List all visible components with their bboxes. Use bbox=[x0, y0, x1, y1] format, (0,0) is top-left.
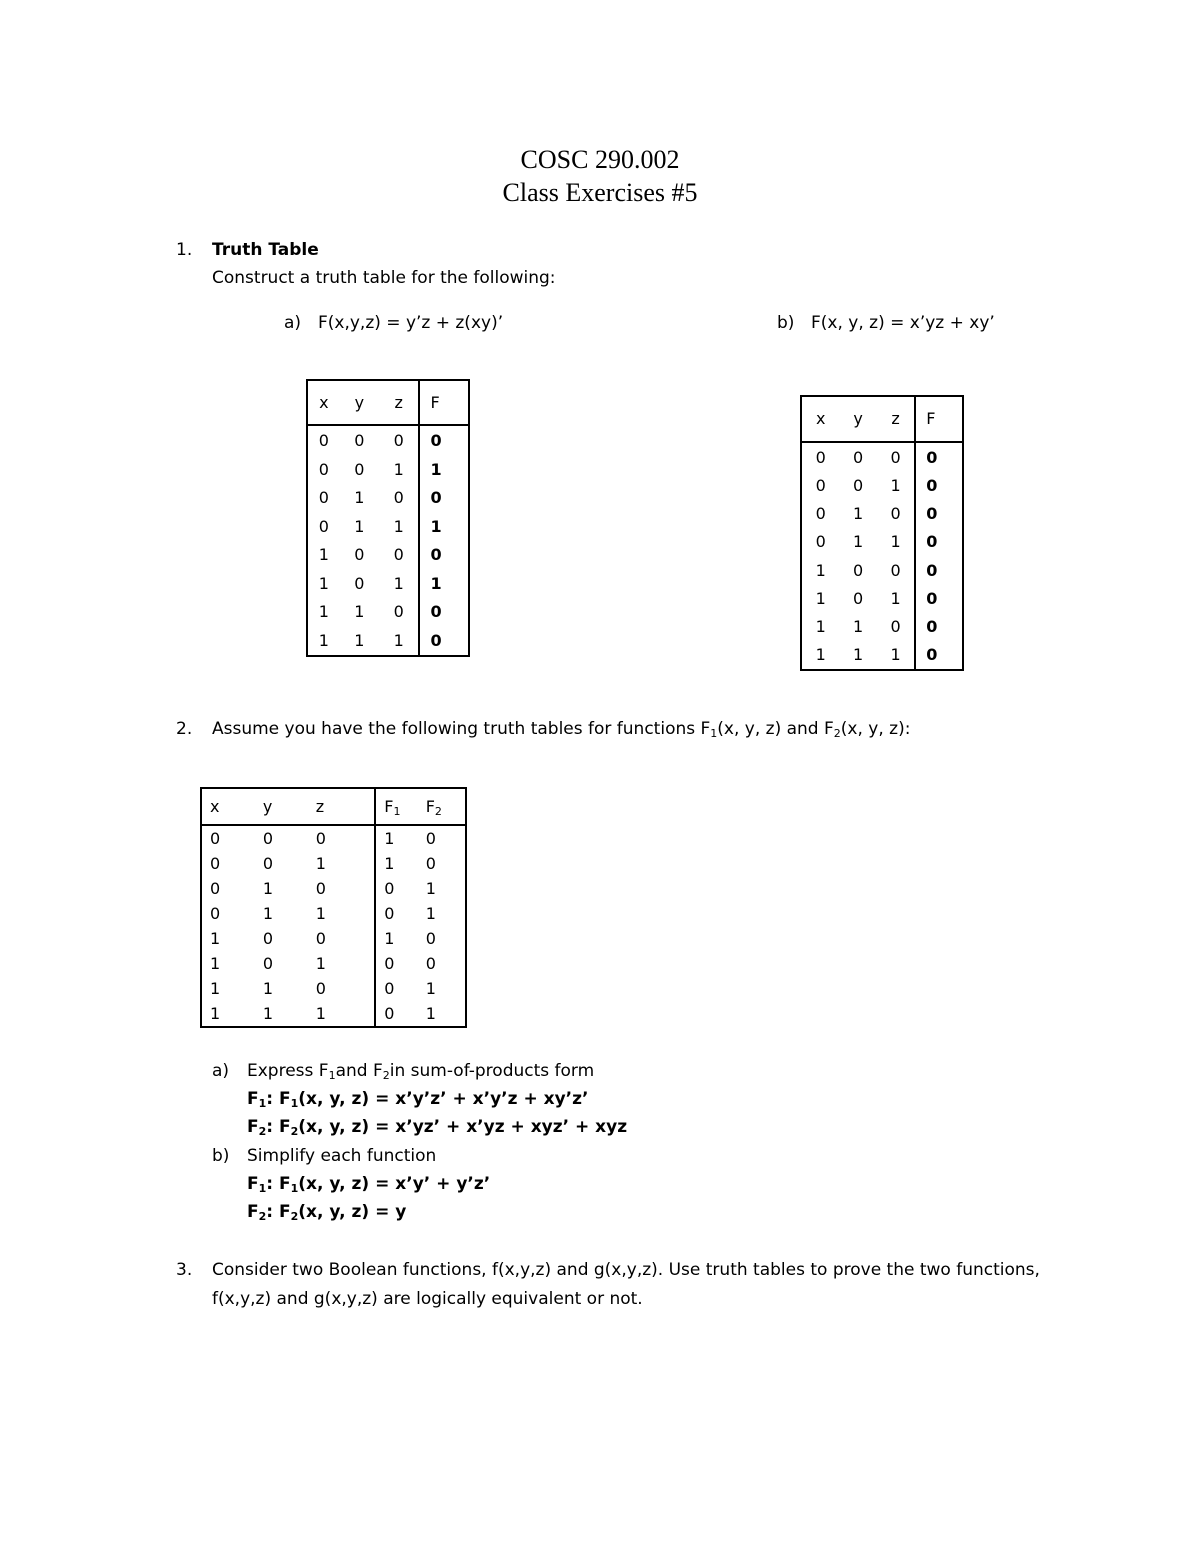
table-row bbox=[201, 901, 466, 926]
q1a-label: a) bbox=[284, 313, 302, 333]
table-cell: 1 bbox=[262, 1003, 274, 1023]
table-cell: 0 bbox=[915, 612, 963, 640]
q2a-f2-answer: $F_2$: $F_2(x$, y, z) = x’yz’ + x’yz + xyz’ + xyz bbox=[247, 1117, 628, 1138]
table-row bbox=[801, 528, 963, 556]
table-row bbox=[801, 640, 963, 670]
table-cell: 0 bbox=[915, 442, 963, 472]
table-cell: 0 bbox=[915, 472, 963, 500]
q1-number: 1. bbox=[176, 240, 193, 260]
table-row bbox=[307, 569, 469, 598]
q2-prompt bbox=[212, 721, 910, 738]
table-row bbox=[307, 598, 469, 627]
table-cell: 1 bbox=[315, 903, 326, 923]
header-cell: y bbox=[839, 396, 876, 442]
table-header-row bbox=[307, 380, 469, 425]
table-cell: 0 bbox=[375, 951, 417, 976]
q2a-label: a) bbox=[212, 1061, 230, 1081]
table-cell: 1 bbox=[890, 645, 901, 665]
table-cell: 1 bbox=[354, 516, 365, 536]
table-cell: 0 bbox=[375, 1001, 417, 1027]
table-cell: 0 bbox=[393, 602, 404, 622]
table-row bbox=[307, 425, 469, 455]
table-cell: 0 bbox=[890, 504, 901, 524]
table-cell: 1 bbox=[318, 631, 329, 650]
table-cell: 1 bbox=[853, 504, 864, 524]
table-cell: 0 bbox=[425, 828, 436, 848]
table-row bbox=[801, 500, 963, 528]
table-cell: 1 bbox=[853, 645, 864, 665]
table-row bbox=[307, 484, 469, 513]
table-cell: 0 bbox=[890, 560, 901, 580]
table-cell: 1 bbox=[354, 602, 365, 622]
table-cell: 0 bbox=[915, 556, 963, 584]
table-cell: 0 bbox=[315, 978, 326, 998]
table-cell: 1 bbox=[425, 978, 436, 998]
header-cell: z bbox=[877, 396, 915, 442]
table-cell: 1 bbox=[318, 602, 329, 622]
table-cell: 0 bbox=[262, 853, 274, 873]
table-row bbox=[201, 976, 466, 1001]
q1b-expression: F(x, y, z) = x’yz + xy’ bbox=[811, 313, 995, 333]
q2-prompt-pre: Assume you have the following truth tables for functions F bbox=[212, 719, 711, 739]
table-cell: 0 bbox=[375, 876, 417, 901]
q3-line-2: f(x,y,z) and g(x,y,z) are logically equivalent or not. bbox=[212, 1289, 643, 1309]
header-cell: y bbox=[340, 380, 379, 425]
table-cell: 0 bbox=[262, 953, 274, 973]
table-cell: 1 bbox=[375, 825, 417, 851]
table-row bbox=[201, 926, 466, 951]
header-cell: x bbox=[801, 396, 839, 442]
truth-table-1b bbox=[800, 395, 964, 671]
header-cell: y bbox=[255, 788, 308, 825]
q1-instruction: Construct a truth table for the following: bbox=[212, 268, 556, 288]
table-row bbox=[801, 556, 963, 584]
table-row bbox=[307, 455, 469, 484]
table-cell: 0 bbox=[915, 584, 963, 612]
header-cell: x bbox=[201, 788, 255, 825]
table-cell: 0 bbox=[890, 616, 901, 636]
table-cell: 1 bbox=[890, 532, 901, 552]
table-cell: 0 bbox=[815, 504, 826, 524]
table-cell: 0 bbox=[393, 431, 404, 450]
q2-prompt-mid: (x, y, z) and F bbox=[717, 719, 834, 739]
table-cell: 1 bbox=[393, 573, 404, 593]
table-cell: 0 bbox=[915, 640, 963, 670]
table-cell: 1 bbox=[318, 573, 329, 593]
table-cell: 0 bbox=[425, 928, 436, 948]
table-cell: 0 bbox=[210, 903, 221, 923]
table-cell: 0 bbox=[419, 541, 469, 570]
table-cell: 1 bbox=[853, 532, 864, 552]
table-cell: 0 bbox=[853, 447, 864, 467]
q1a-expression: F(x,y,z) = y’z + z(xy)’ bbox=[318, 313, 504, 333]
table-cell: 0 bbox=[853, 560, 864, 580]
table-cell: 1 bbox=[393, 516, 404, 536]
table-cell: 0 bbox=[210, 828, 221, 848]
table-cell: 1 bbox=[425, 878, 436, 898]
table-cell: 1 bbox=[210, 953, 221, 973]
table-cell: 1 bbox=[815, 588, 826, 608]
table-row bbox=[801, 612, 963, 640]
table-cell: 0 bbox=[318, 516, 329, 536]
table-cell: 1 bbox=[890, 476, 901, 496]
exercise-subtitle: Class Exercises #5 bbox=[502, 178, 698, 207]
table-cell: 1 bbox=[210, 1003, 221, 1023]
table-cell: 0 bbox=[419, 598, 469, 627]
table-cell: 0 bbox=[815, 447, 826, 467]
table-row bbox=[201, 951, 466, 976]
table-cell: 0 bbox=[393, 545, 404, 565]
table-cell: 1 bbox=[815, 616, 826, 636]
header-cell-f2: $F_2$ bbox=[418, 788, 466, 825]
q2a-prompt: Express $F_1and$ $F_2in$ sum-of-products form bbox=[247, 1061, 595, 1082]
table-cell: 1 bbox=[354, 631, 365, 650]
header-cell-f1: $F_1$ bbox=[375, 788, 417, 825]
table-cell: 0 bbox=[315, 828, 326, 848]
table-cell: 0 bbox=[318, 459, 329, 479]
q2b-label: b) bbox=[212, 1146, 230, 1166]
table-cell: 0 bbox=[419, 425, 469, 455]
table-cell: 0 bbox=[425, 953, 436, 973]
table-row bbox=[201, 876, 466, 901]
table-cell: 1 bbox=[419, 455, 469, 484]
table-cell: 0 bbox=[853, 476, 864, 496]
header-cell: x bbox=[307, 380, 340, 425]
table-cell: 1 bbox=[393, 631, 404, 650]
q3-number: 3. bbox=[176, 1260, 193, 1280]
table-row bbox=[307, 512, 469, 541]
table-cell: 1 bbox=[315, 1003, 326, 1023]
table-cell: 1 bbox=[315, 953, 326, 973]
table-cell: 1 bbox=[815, 645, 826, 665]
q2-sub-1: 1 bbox=[710, 727, 718, 740]
truth-table-1a bbox=[306, 379, 470, 657]
table-row bbox=[201, 851, 466, 876]
table-cell: 1 bbox=[354, 488, 365, 508]
table-cell: 0 bbox=[318, 431, 329, 450]
table-cell: 1 bbox=[375, 851, 417, 876]
q2-prompt-post: (x, y, z): bbox=[840, 719, 911, 739]
table-cell: 0 bbox=[393, 488, 404, 508]
table-row bbox=[307, 626, 469, 656]
table-cell: 0 bbox=[815, 476, 826, 496]
table-cell: 1 bbox=[419, 512, 469, 541]
table-cell: 1 bbox=[419, 569, 469, 598]
table-cell: 1 bbox=[210, 928, 221, 948]
table-cell: 0 bbox=[262, 828, 274, 848]
table-cell: 1 bbox=[853, 616, 864, 636]
q2b-f2-answer: $F_2$: $F_2(x$, y, z) = y bbox=[247, 1202, 407, 1223]
q2b-prompt: Simplify each function bbox=[247, 1146, 437, 1166]
table-header-row bbox=[201, 788, 466, 825]
table-cell: 0 bbox=[210, 878, 221, 898]
table-row bbox=[801, 584, 963, 612]
table-row bbox=[801, 472, 963, 500]
table-cell: 0 bbox=[354, 431, 365, 450]
course-title: COSC 290.002 bbox=[520, 145, 680, 174]
q1-title: Truth Table bbox=[212, 240, 319, 260]
table-cell: 0 bbox=[425, 853, 436, 873]
q2a-f1-answer: $F_1$: $F_1(x$, y, z) = x’y’z’ + x’y’z + xy’z’ bbox=[247, 1089, 589, 1110]
header-cell: z bbox=[379, 380, 419, 425]
table-cell: 1 bbox=[425, 903, 436, 923]
table-cell: 1 bbox=[425, 1003, 436, 1023]
header-cell: F bbox=[419, 380, 469, 425]
table-cell: 1 bbox=[262, 878, 274, 898]
table-cell: 1 bbox=[393, 459, 404, 479]
table-cell: 0 bbox=[210, 853, 221, 873]
table-cell: 0 bbox=[375, 976, 417, 1001]
table-cell: 0 bbox=[354, 459, 365, 479]
table-cell: 0 bbox=[318, 488, 329, 508]
table-cell: 0 bbox=[375, 901, 417, 926]
table-cell: 1 bbox=[375, 926, 417, 951]
header-cell: F bbox=[915, 396, 963, 442]
q3-line-1: Consider two Boolean functions, f(x,y,z) and g(x,y,z). Use truth tables to prove the two functions, bbox=[212, 1260, 1040, 1280]
table-cell: 0 bbox=[315, 878, 326, 898]
table-cell: 0 bbox=[315, 928, 326, 948]
table-row bbox=[201, 825, 466, 851]
table-cell: 0 bbox=[354, 545, 365, 565]
table-cell: 1 bbox=[210, 978, 221, 998]
table-cell: 1 bbox=[315, 853, 326, 873]
table-cell: 0 bbox=[262, 928, 274, 948]
table-cell: 0 bbox=[419, 626, 469, 656]
table-cell: 0 bbox=[890, 447, 901, 467]
table-cell: 0 bbox=[419, 484, 469, 513]
table-row bbox=[307, 541, 469, 570]
table-cell: 1 bbox=[262, 978, 274, 998]
truth-table-2 bbox=[200, 787, 467, 1028]
q1b-label: b) bbox=[777, 313, 795, 333]
q2-number: 2. bbox=[176, 719, 193, 739]
table-cell: 1 bbox=[318, 545, 329, 565]
table-cell: 1 bbox=[815, 560, 826, 580]
table-row bbox=[201, 1001, 466, 1027]
table-header-row bbox=[801, 396, 963, 442]
table-cell: 0 bbox=[853, 588, 864, 608]
table-cell: 0 bbox=[915, 528, 963, 556]
table-row bbox=[801, 442, 963, 472]
table-cell: 1 bbox=[890, 588, 901, 608]
table-cell: 0 bbox=[915, 500, 963, 528]
table-cell: 1 bbox=[262, 903, 274, 923]
table-cell: 0 bbox=[354, 573, 365, 593]
table-cell: 0 bbox=[815, 532, 826, 552]
header-cell: z bbox=[308, 788, 375, 825]
q2-sub-2: 2 bbox=[833, 727, 841, 740]
q2b-f1-answer: $F_1$: $F_1(x$, y, z) = x’y’ + y’z’ bbox=[247, 1174, 491, 1195]
